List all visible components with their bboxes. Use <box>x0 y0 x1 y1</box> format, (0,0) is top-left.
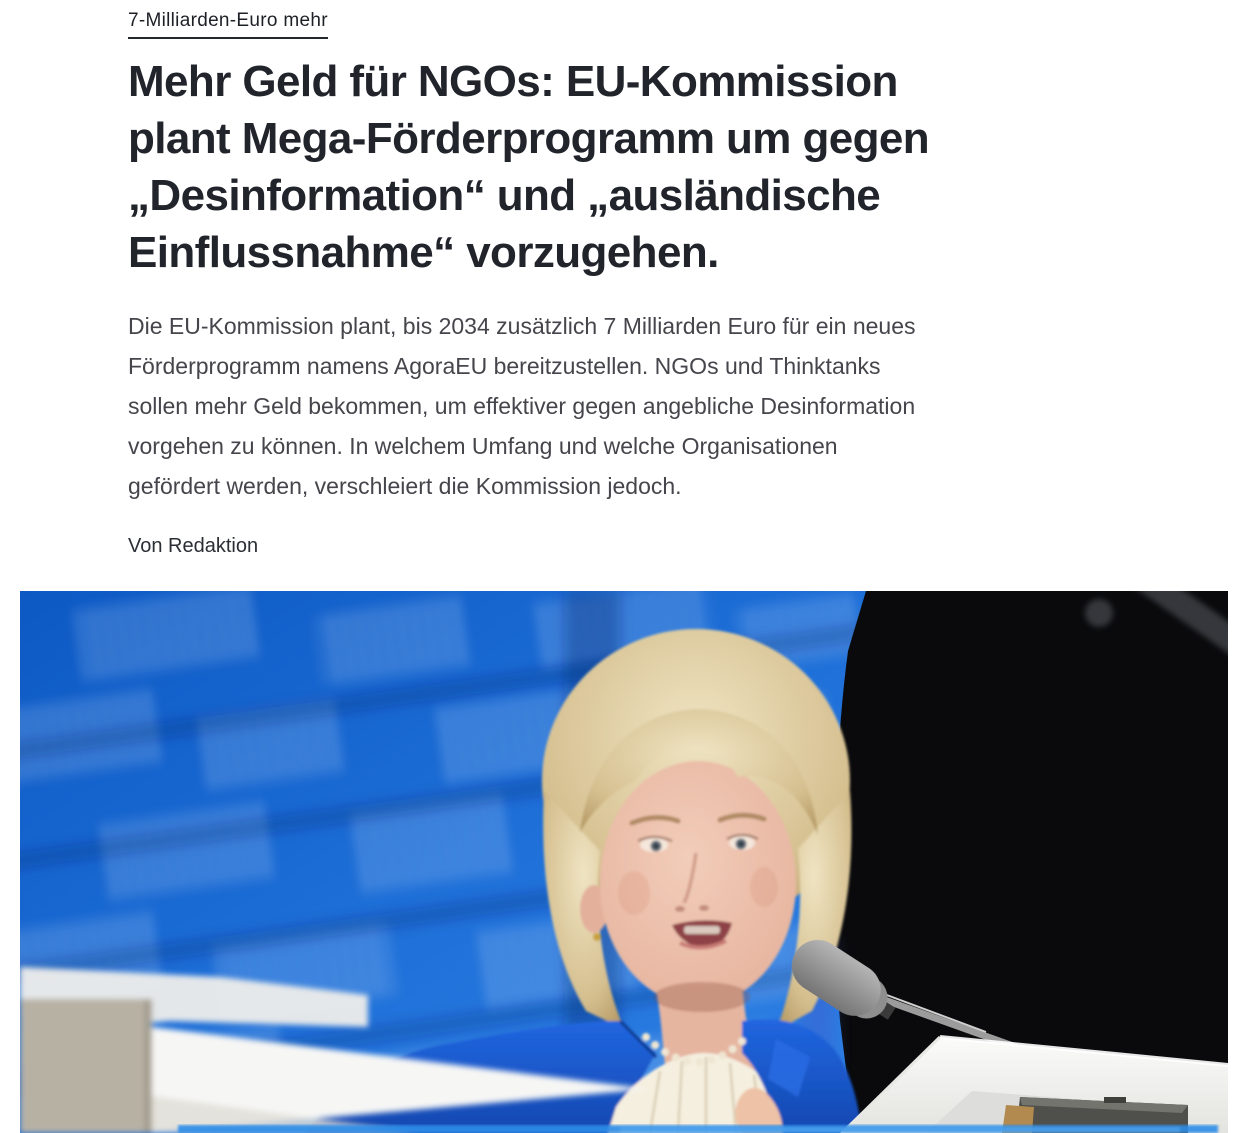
byline: Von Redaktion <box>128 535 259 557</box>
bottom-light-strip <box>178 1125 1218 1133</box>
page-title: Mehr Geld für NGOs: EU-Kommission plant Mega-Förderprogramm um gegen „Desinformation“ und „ausländische Einflussnahme“ vorzugehen. <box>128 57 930 277</box>
article-text-column <box>0 0 1236 558</box>
hero-image <box>20 591 1228 1133</box>
kicker-link[interactable]: 7-Milliarden-Euro mehr <box>128 10 328 39</box>
lead-paragraph: Die EU-Kommission plant, bis 2034 zusätzlich 7 Milliarden Euro für ein neues Förderprogramm namens AgoraEU bereitzustellen. NGOs und Thinktanks sollen mehr Geld bekommen, um effektiver gegen angebliche Desinformation vorgehen zu können. In welchem Umfang und welche Organisationen gefördert werden, verschleiert die Kommission jedoch. <box>128 313 916 499</box>
